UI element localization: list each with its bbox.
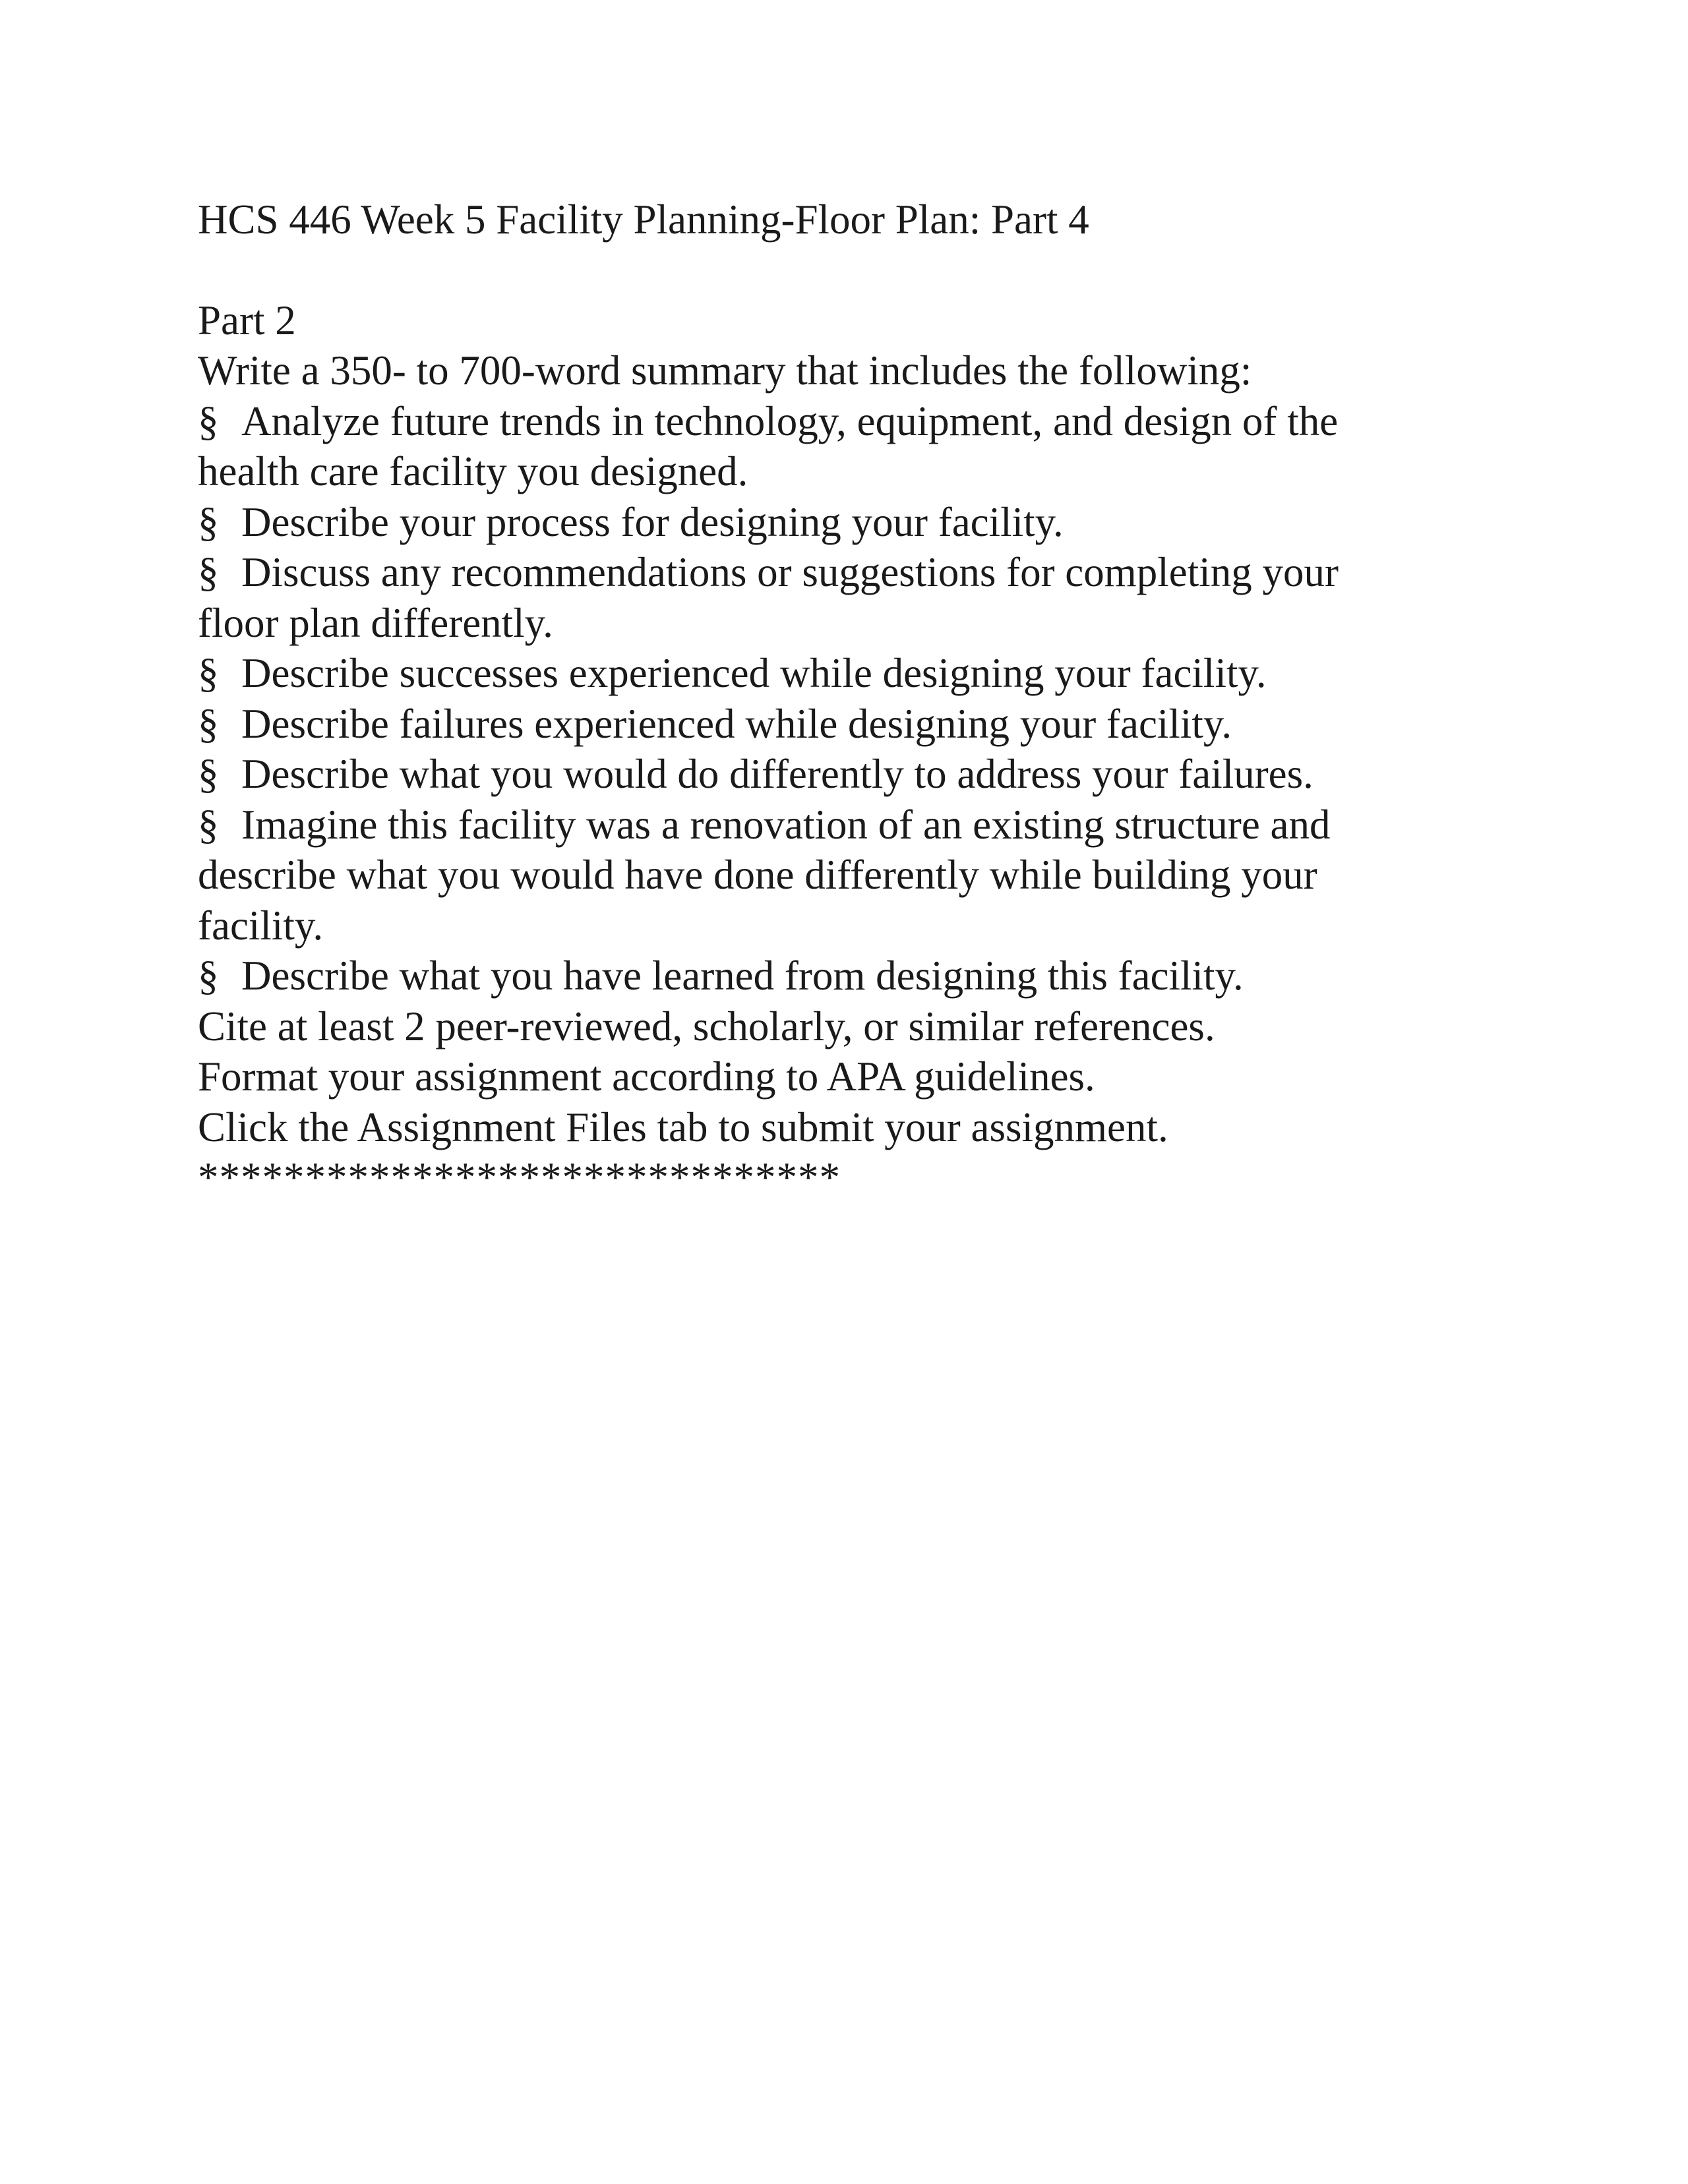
bullet-text: Imagine this facility was a renovation of an existing structure and — [241, 801, 1331, 848]
bullet-text: Describe what you would do differently to address your failures. — [241, 751, 1313, 797]
document-body — [198, 194, 1517, 1203]
intro-text: Write a 350- to 700-word summary that includes the following: — [198, 347, 1252, 394]
section-symbol-icon: § — [198, 953, 219, 999]
bullet-item — [198, 648, 1517, 699]
closing-line: Click the Assignment Files tab to submit your assignment. — [198, 1104, 1168, 1150]
section-symbol-icon: § — [198, 751, 219, 797]
section-symbol-icon: § — [198, 498, 219, 545]
closing-line: Format your assignment according to APA guidelines. — [198, 1053, 1095, 1100]
section-symbol-icon: § — [198, 549, 219, 595]
bullet-continuation: facility. — [198, 902, 324, 949]
bullet-text: Describe your process for designing your facility. — [241, 498, 1064, 545]
section-symbol-icon: § — [198, 700, 219, 747]
bullet-text: Describe successes experienced while designing your facility. — [241, 650, 1267, 696]
closing-line: Cite at least 2 peer-reviewed, scholarly, or similar references. — [198, 1003, 1215, 1049]
bullet-item — [198, 951, 1517, 1001]
bullet-continuation: health care facility you designed. — [198, 448, 748, 494]
bullet-text: Discuss any recommendations or suggestions for completing your — [241, 549, 1339, 595]
bullet-item — [198, 800, 1517, 850]
bullet-continuation: floor plan differently. — [198, 599, 553, 646]
bullet-item — [198, 699, 1517, 750]
bullet-continuation: describe what you would have done differently while building your — [198, 852, 1317, 898]
bullet-item — [198, 547, 1517, 598]
document-title: HCS 446 Week 5 Facility Planning-Floor Plan: Part 4 — [198, 196, 1089, 243]
bullet-text: Analyze future trends in technology, equipment, and design of the — [241, 398, 1339, 444]
section-symbol-icon: § — [198, 650, 219, 696]
section-symbol-icon: § — [198, 398, 219, 444]
bullet-item — [198, 749, 1517, 800]
bullet-item — [198, 396, 1517, 447]
section-symbol-icon: § — [198, 801, 219, 848]
asterisk-separator: ****************************** — [198, 1154, 841, 1200]
part-heading: Part 2 — [198, 297, 296, 343]
bullet-text: Describe what you have learned from designing this facility. — [241, 953, 1244, 999]
bullet-text: Describe failures experienced while designing your facility. — [241, 700, 1232, 747]
bullet-item — [198, 497, 1517, 548]
